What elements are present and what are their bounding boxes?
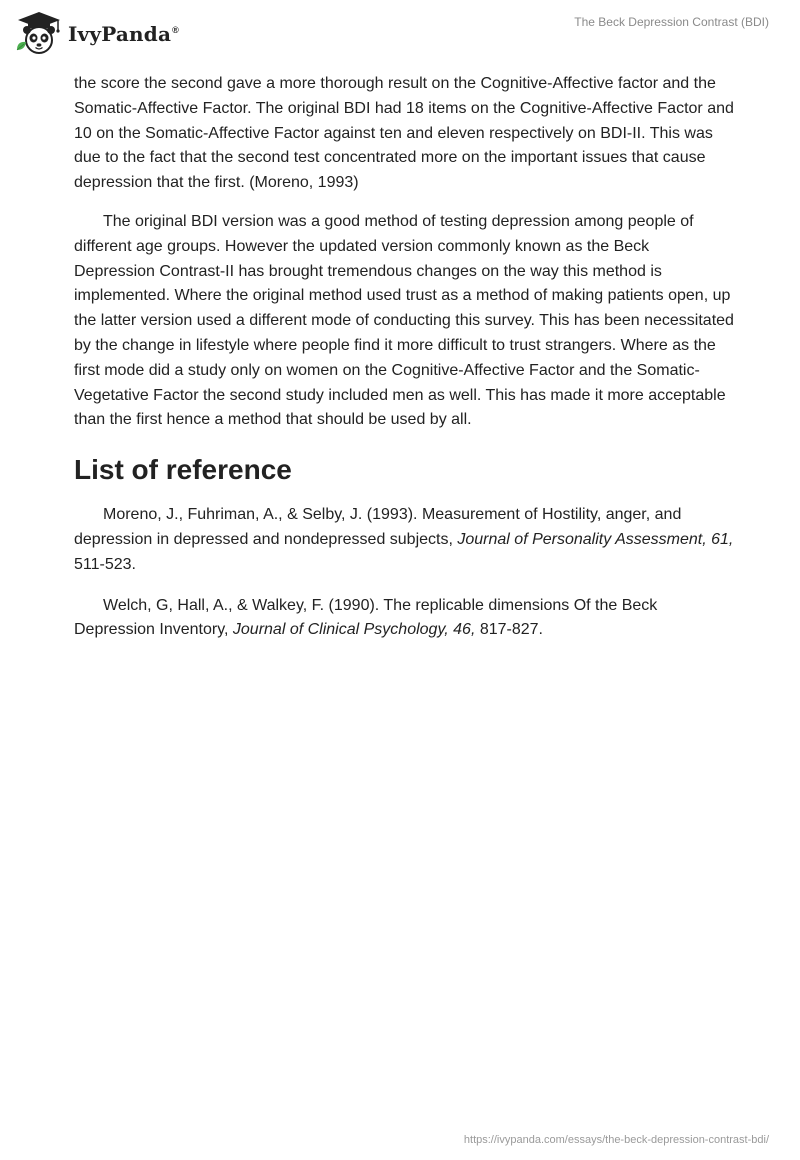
reference-text: Welch, G, Hall, A., & Walkey, F. (1990). The replicable dimensions Of the Beck Depression Inventory, (74, 596, 658, 639)
document-title: The Beck Depression Contrast (BDI) (574, 15, 769, 29)
reference-journal: Journal of Clinical Psychology, 46, (232, 621, 476, 639)
reference-text: Moreno, J., Fuhriman, A., & Selby, J. (1993). Measurement of Hostility, anger, and depression in depressed and nondepressed subjects, (74, 506, 682, 548)
brand-name (68, 22, 179, 46)
reference-journal: Journal of Personality Assessment, 61, (457, 530, 734, 548)
source-url-link[interactable]: https://ivypanda.com/essays/the-beck-depression-contrast-bdi/ (463, 1134, 769, 1146)
reference-item (74, 503, 734, 577)
reference-item (74, 594, 734, 644)
references-heading: List of reference (74, 454, 292, 486)
body-paragraph-1: the score the second gave a more thorough result on the Cognitive-Affective factor and the Somatic-Affective Factor. The original BDI had 18 items on the Cognitive-Affective Factor and 10 on the Somatic-Affective Factor against ten and eleven respectively on BDI-II. This was due to the fact that the second test concentrated more on the important issues that cause depression that the first. (Moreno, 1993) (74, 75, 734, 192)
registered-mark: ® (172, 25, 179, 36)
reference-pages: 817-827. (475, 621, 543, 639)
reference-pages: 511-523. (74, 555, 136, 573)
body-paragraph-2: The original BDI version was a good method of testing depression among people of different age groups. However the updated version commonly known as the Beck Depression Contrast-II has brought tremendous changes on the way this method is implemented. Where the original method used trust as a method of making patients open, up the latter version used a different mode of conducting this survey. This has been necessitated by the change in lifestyle where people find it more difficult to trust strangers. Where as the first mode did a study only on women on the Cognitive-Affective Factor and the Somatic-Vegetative Factor the second study included men as well. This has made it more acceptable than the first hence a method that should be used by all. (74, 212, 734, 429)
page-header (0, 0, 800, 70)
essay-content (74, 72, 734, 659)
panda-graduation-cap-icon (14, 10, 64, 56)
ivypanda-logo[interactable] (14, 10, 179, 56)
brand-text: IvyPanda (68, 22, 172, 46)
